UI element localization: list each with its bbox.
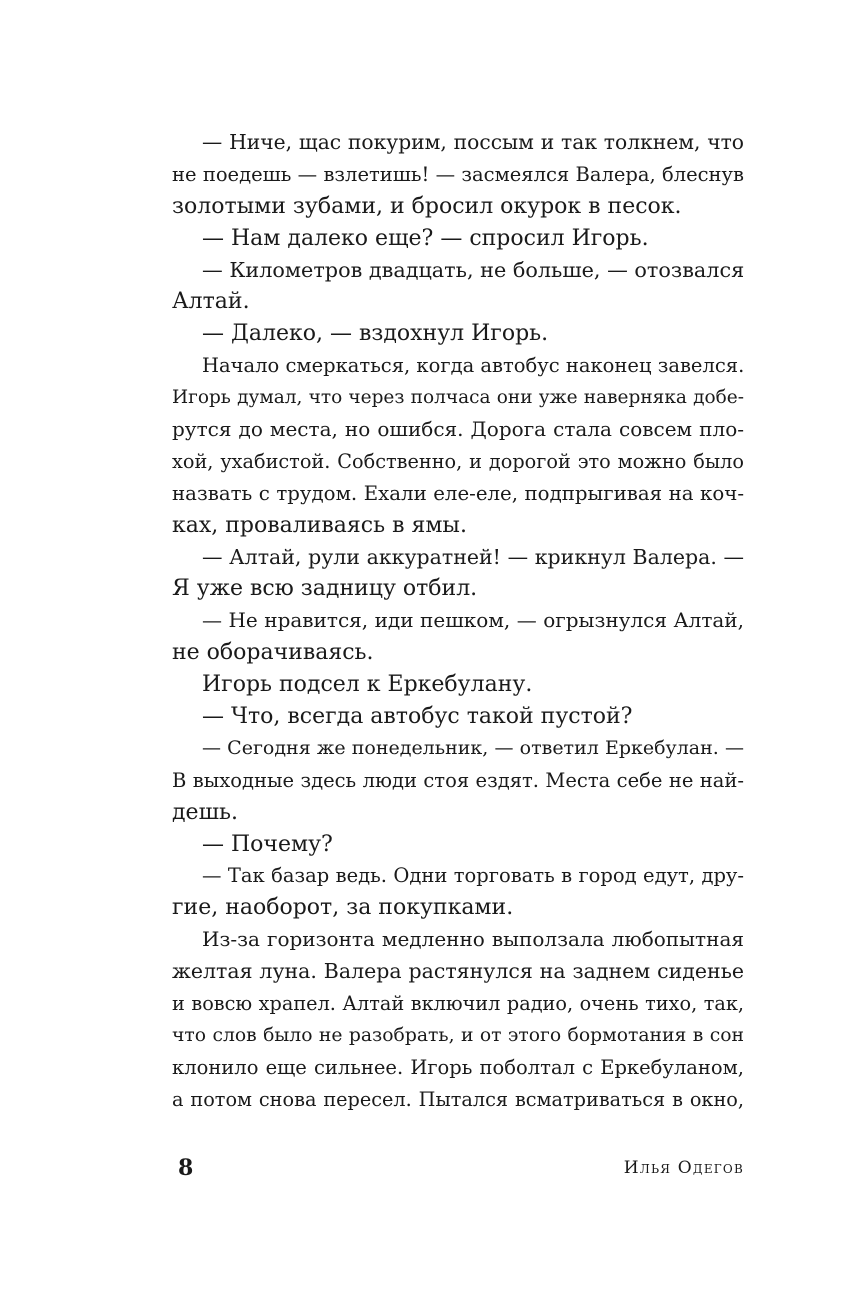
text-line: — Так базар ведь. Одни торговать в город едут, дру- xyxy=(202,864,744,888)
text-line: назвать с трудом. Ехали еле-еле, подпрыгивая на коч- xyxy=(172,481,744,505)
text-line: рутся до места, но ошибся. Дорога стала совсем пло- xyxy=(172,417,744,442)
text-line: В выходные здесь люди стоя ездят. Места себе не най- xyxy=(172,768,744,792)
text-line: желтая луна. Валера растянулся на заднем сиденье xyxy=(172,959,744,984)
text-line: что слов было не разобрать, и от этого бормотания в сон xyxy=(172,1024,744,1046)
text-line: — Нам далеко еще? — спросил Игорь. xyxy=(202,225,649,251)
text-line: ках, проваливаясь в ямы. xyxy=(172,512,467,538)
text-line: — Почему? xyxy=(202,831,333,857)
text-line: а потом снова пересел. Пытался всматриваться в окно, xyxy=(172,1087,744,1111)
text-line: — Сегодня же понедельник, — ответил Еркебулан. — xyxy=(202,736,744,759)
text-line: Из-за горизонта медленно выползала любопытная xyxy=(202,927,744,952)
text-line: и вовсю храпел. Алтай включил радио, очень тихо, так, xyxy=(172,992,744,1016)
text-line: — Километров двадцать, не больше, — отозвался xyxy=(202,257,745,282)
text-line: — Далеко, — вздохнул Игорь. xyxy=(202,321,549,347)
text-line: дешь. xyxy=(172,799,238,825)
text-line: хой, ухабистой. Собственно, и дорогой это можно было xyxy=(172,449,744,473)
running-head-author: Илья Одегов xyxy=(623,1158,744,1178)
text-line: — Алтай, рули аккуратней! — крикнул Валера. — xyxy=(202,544,744,569)
text-line: — Не нравится, иди пешком, — огрызнулся Алтай, xyxy=(202,608,744,633)
text-line: — Ниче, щас покурим, поссым и так толкнем, что xyxy=(202,130,744,154)
text-line: не поедешь — взлетишь! — засмеялся Валера, блеснув xyxy=(172,162,744,186)
page-footer xyxy=(172,1153,744,1183)
page-number: 8 xyxy=(178,1155,194,1181)
text-line: Алтай. xyxy=(172,289,250,315)
body-text xyxy=(172,127,744,1116)
text-line: — Что, всегда автобус такой пустой? xyxy=(202,704,633,730)
text-line: Начало смеркаться, когда автобус наконец завелся. xyxy=(202,354,745,378)
text-line: гие, наоборот, за покупками. xyxy=(172,895,514,921)
text-line: Игорь думал, что через полчаса они уже наверняка добе- xyxy=(172,387,744,409)
text-line: золотыми зубами, и бросил окурок в песок. xyxy=(172,193,682,219)
text-line: Игорь подсел к Еркебулану. xyxy=(202,672,533,698)
text-line: Я уже всю задницу отбил. xyxy=(172,576,478,602)
text-line: не оборачиваясь. xyxy=(172,640,374,666)
text-line: клонило еще сильнее. Игорь поболтал с Еркебуланом, xyxy=(172,1055,744,1079)
